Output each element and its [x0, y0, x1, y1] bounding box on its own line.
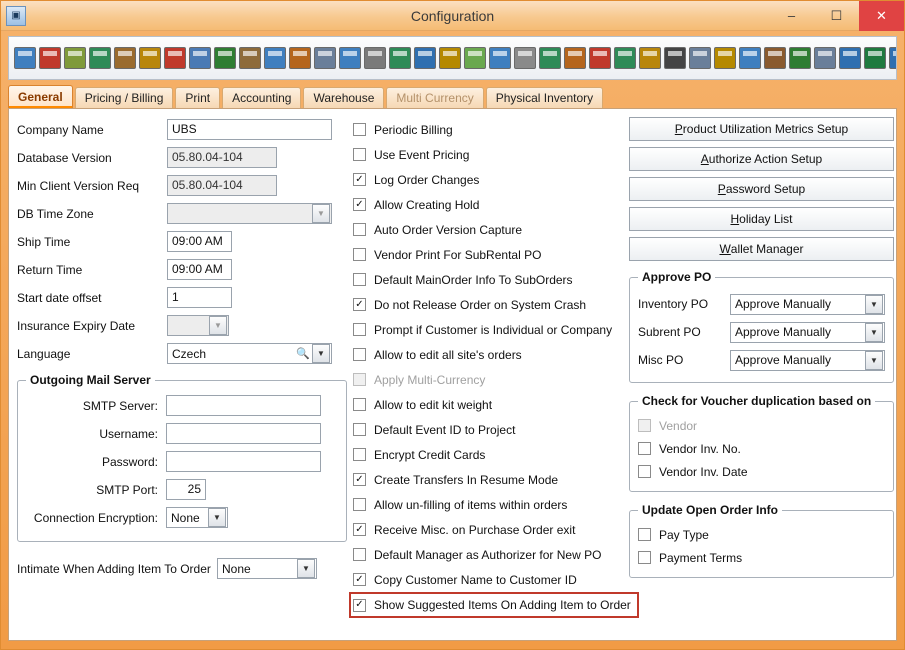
excel-icon: [864, 47, 886, 69]
update-open-order-legend: Update Open Order Info: [638, 503, 782, 517]
input-smtp-port[interactable]: 25: [166, 479, 206, 500]
search-doc-icon: [439, 47, 461, 69]
input-username[interactable]: [166, 423, 321, 444]
toolbar-button-grid-icon[interactable]: [188, 41, 212, 75]
edit-icon: [114, 47, 136, 69]
checkbox-label: Show Suggested Items On Adding Item to Order: [374, 598, 631, 612]
checkbox-box-icon: [353, 548, 366, 561]
combo-subrent-po[interactable]: [730, 322, 885, 343]
tab-strip: [8, 86, 897, 108]
combo-db-time-zone[interactable]: [167, 203, 332, 224]
checkbox-label: Allow to edit kit weight: [374, 397, 493, 412]
checkbox-label: Log Order Changes: [374, 172, 480, 187]
intimate-when-adding-item-row: [17, 556, 347, 581]
ledger-icon: [264, 47, 286, 69]
notes-icon: [714, 47, 736, 69]
checkbox-apply-multi-currency: [353, 367, 643, 392]
calendar-31-icon: [214, 47, 236, 69]
help-icon: [889, 47, 897, 69]
field-row-return-time: [17, 257, 347, 282]
checkbox-create-transfers-in-resume-mode[interactable]: [353, 467, 643, 492]
minimize-button[interactable]: –: [787, 8, 796, 23]
checkbox-default-event-id-to-project[interactable]: [353, 417, 643, 442]
combo-value-subrent-po: Approve Manually: [735, 325, 832, 339]
approve-row-misc-po: [638, 346, 885, 374]
input-ship-time[interactable]: 09:00 AM: [167, 231, 232, 252]
checkbox-box-icon: [353, 498, 366, 511]
checkbox-box-icon: ✓: [353, 173, 366, 186]
window-title: Configuration: [410, 7, 495, 24]
tab-physical-inventory[interactable]: Physical Inventory: [486, 87, 603, 108]
input-smtp-server[interactable]: [166, 395, 321, 416]
label-subrent-po: Subrent PO: [638, 325, 701, 339]
input-database-version: 05.80.04-104: [167, 147, 277, 168]
toolbar-button-report-edit-icon[interactable]: [563, 41, 587, 75]
label-return-time: Return Time: [17, 262, 83, 277]
checkbox-box-icon: [638, 442, 651, 455]
field-row-start-date-offset: [17, 285, 347, 310]
gear-settings-icon: [814, 47, 836, 69]
voucher-duplication-group: [629, 394, 894, 492]
combo-connection-encryption[interactable]: [166, 507, 228, 528]
left-column: [17, 117, 347, 584]
checkbox-box-icon: [353, 248, 366, 261]
checkbox-auto-order-version-capture[interactable]: [353, 217, 643, 242]
label-smtp-port: SMTP Port:: [96, 482, 158, 497]
field-row-insurance-expiry-date: [17, 313, 347, 338]
toolbar-button-calendar-31-icon[interactable]: [213, 41, 237, 75]
label-company-name: Company Name: [17, 122, 104, 137]
chevron-down-icon[interactable]: ▼: [865, 323, 883, 342]
checkbox-receive-misc-on-purchase-order-exit[interactable]: [353, 517, 643, 542]
report-edit-icon: [564, 47, 586, 69]
update-open-order-checkbox-pay-type[interactable]: [638, 523, 885, 546]
toolbar-button-edit-icon[interactable]: [113, 41, 137, 75]
grid-icon: [189, 47, 211, 69]
toolbar-button-calendar-book-icon[interactable]: [138, 41, 162, 75]
checkbox-label: Vendor: [659, 418, 698, 433]
app-icon: ▣: [6, 6, 26, 26]
checkbox-label: Default Event ID to Project: [374, 422, 516, 437]
intimate-value: None: [222, 561, 251, 576]
voucher-checkbox-vendor: [638, 414, 885, 437]
delete-icon: [39, 47, 61, 69]
checkbox-box-icon: [353, 398, 366, 411]
combo-insurance-expiry-date[interactable]: [167, 315, 229, 336]
toolbar-button-window-icon[interactable]: [488, 41, 512, 75]
toolbar: [8, 36, 897, 80]
checkbox-label: Encrypt Credit Cards: [374, 447, 486, 462]
person-icon: [739, 47, 761, 69]
label-db-time-zone: DB Time Zone: [17, 206, 94, 221]
chevron-down-icon[interactable]: ▼: [297, 559, 315, 578]
chevron-down-icon[interactable]: ▼: [865, 351, 883, 370]
checkbox-default-manager-as-authorizer-for-new-po[interactable]: [353, 542, 643, 567]
tab-pricing-billing[interactable]: Pricing / Billing: [75, 87, 174, 108]
tab-print[interactable]: Print: [175, 87, 220, 108]
calendar-blue-icon: [339, 47, 361, 69]
voucher-checkbox-vendor-inv-no[interactable]: [638, 437, 885, 460]
checkbox-label: Auto Order Version Capture: [374, 222, 523, 237]
toolbar-button-ledger-icon[interactable]: [263, 41, 287, 75]
close-button[interactable]: ✕: [859, 1, 904, 31]
label-misc-po: Misc PO: [638, 353, 684, 367]
toolbar-button-gear-settings-icon[interactable]: [813, 41, 837, 75]
toolbar-button-excel-icon[interactable]: [863, 41, 887, 75]
voucher-checkbox-vendor-inv-date[interactable]: [638, 460, 885, 483]
input-company-name[interactable]: UBS: [167, 119, 332, 140]
toolbar-button-help-icon[interactable]: [888, 41, 897, 75]
button-holiday-list[interactable]: H oliday List: [629, 207, 894, 231]
toolbar-button-cart-icon[interactable]: [588, 41, 612, 75]
toolbar-button-currency-icon[interactable]: [63, 41, 87, 75]
input-password[interactable]: [166, 451, 321, 472]
checkbox-allow-un-filling-of-items-within-orders[interactable]: [353, 492, 643, 517]
export-icon: [839, 47, 861, 69]
checkbox-label: Use Event Pricing: [374, 147, 470, 162]
clipboard-icon: [239, 47, 261, 69]
checkbox-label: Payment Terms: [659, 550, 743, 565]
field-row-db-time-zone: [17, 201, 347, 226]
chevron-down-icon[interactable]: ▼: [312, 344, 330, 363]
checkbox-default-mainorder-info-to-suborders[interactable]: [353, 267, 643, 292]
checkbox-box-icon: [353, 348, 366, 361]
button-wallet-manager[interactable]: W allet Manager: [629, 237, 894, 261]
report-icon: [514, 47, 536, 69]
tab-general[interactable]: General: [8, 85, 73, 108]
checkbox-box-icon: [353, 148, 366, 161]
toolbar-button-document-icon[interactable]: [363, 41, 387, 75]
checkbox-label: Allow to edit all site's orders: [374, 347, 522, 362]
mail-row-connection-encryption: [26, 505, 338, 530]
toolbar-button-truck-icon[interactable]: [763, 41, 787, 75]
mail-row-username: [26, 421, 338, 446]
label-language: Language: [17, 346, 71, 361]
intimate-label: Intimate When Adding Item To Order: [17, 561, 211, 576]
intimate-combo[interactable]: [217, 558, 317, 579]
toolbar-button-money-order-icon[interactable]: [88, 41, 112, 75]
label-database-version: Database Version: [17, 150, 112, 165]
checkbox-box-icon: ✓: [353, 523, 366, 536]
input-min-client-version-req: 05.80.04-104: [167, 175, 277, 196]
barcode-icon: [664, 47, 686, 69]
checkbox-box-icon: ✓: [353, 599, 366, 612]
toolbar-button-export-icon[interactable]: [838, 41, 862, 75]
checkbox-encrypt-credit-cards[interactable]: [353, 442, 643, 467]
middle-column: [353, 117, 643, 618]
checkbox-label: Allow Creating Hold: [374, 197, 480, 212]
checkbox-box-icon: ✓: [353, 573, 366, 586]
truck-icon: [764, 47, 786, 69]
toolbar-button-calendar-blue-icon[interactable]: [338, 41, 362, 75]
checkbox-show-suggested-items-on-adding-item-to-order[interactable]: [349, 592, 639, 618]
toolbar-button-cart-edit-icon[interactable]: [638, 41, 662, 75]
checkbox-allow-to-edit-kit-weight[interactable]: [353, 392, 643, 417]
checkbox-allow-creating-hold[interactable]: [353, 192, 643, 217]
field-row-language: [17, 341, 347, 366]
checkbox-box-icon: ✓: [353, 298, 366, 311]
combo-language[interactable]: [167, 343, 332, 364]
palette-icon: [389, 47, 411, 69]
checkbox-label: Default MainOrder Info To SubOrders: [374, 272, 573, 287]
maximize-button[interactable]: ☐: [830, 7, 843, 23]
outgoing-mail-server-legend: Outgoing Mail Server: [26, 373, 155, 387]
mail-row-smtp-server: [26, 393, 338, 418]
field-row-min-client-version-req: [17, 173, 347, 198]
chevron-down-icon[interactable]: ▼: [209, 316, 227, 335]
label-ship-time: Ship Time: [17, 234, 71, 249]
checkbox-box-icon: [353, 123, 366, 136]
toolbar-button-palette-icon[interactable]: [388, 41, 412, 75]
toolbar-button-calendar-red-icon[interactable]: [163, 41, 187, 75]
toolbar-button-box-icon[interactable]: [288, 41, 312, 75]
toolbar-button-barcode-icon[interactable]: [663, 41, 687, 75]
checkbox-label: Pay Type: [659, 527, 709, 542]
tag-icon: [464, 47, 486, 69]
chevron-down-icon[interactable]: ▼: [865, 295, 883, 314]
checkbox-prompt-if-customer-is-individual-or-company[interactable]: [353, 317, 643, 342]
checkbox-label: Vendor Print For SubRental PO: [374, 247, 542, 262]
checkbox-box-icon: [638, 419, 651, 432]
checkbox-log-order-changes[interactable]: [353, 167, 643, 192]
outgoing-mail-server-group: [17, 373, 347, 542]
globe-icon: [414, 47, 436, 69]
currency-icon: [64, 47, 86, 69]
label-start-date-offset: Start date offset: [17, 290, 102, 305]
right-column: [629, 117, 894, 578]
combo-value-language: Czech: [172, 346, 207, 361]
toolbar-button-clipboard-icon[interactable]: [238, 41, 262, 75]
checkbox-label: Create Transfers In Resume Mode: [374, 472, 559, 487]
checkbox-box-icon: [353, 273, 366, 286]
checkbox-do-not-release-order-on-system-crash[interactable]: [353, 292, 643, 317]
checkbox-label: Apply Multi-Currency: [374, 372, 486, 387]
label-min-client-version-req: Min Client Version Req: [17, 178, 140, 193]
window-icon: [489, 47, 511, 69]
button-product-utilization-metrics-setup[interactable]: P roduct Utilization Metrics Setup: [629, 117, 894, 141]
checkbox-periodic-billing[interactable]: [353, 117, 643, 142]
save-icon: [14, 47, 36, 69]
input-return-time[interactable]: 09:00 AM: [167, 259, 232, 280]
field-row-ship-time: [17, 229, 347, 254]
combo-value-connection-encryption: None: [171, 510, 200, 525]
checkbox-allow-to-edit-all-site-s-orders[interactable]: [353, 342, 643, 367]
toolbar-button-delete-icon[interactable]: [38, 41, 62, 75]
link-icon: [314, 47, 336, 69]
checkbox-label: Periodic Billing: [374, 122, 453, 137]
cart-icon: [589, 47, 611, 69]
chevron-down-icon[interactable]: ▼: [312, 204, 330, 223]
label-username: Username:: [99, 426, 158, 441]
combo-value-misc-po: Approve Manually: [735, 353, 832, 367]
checkbox-box-icon: [638, 528, 651, 541]
checkbox-label: Do not Release Order on System Crash: [374, 297, 587, 312]
label-smtp-server: SMTP Server:: [82, 398, 158, 413]
checkbox-box-icon: [638, 551, 651, 564]
toolbar-button-link-icon[interactable]: [313, 41, 337, 75]
label-connection-encryption: Connection Encryption:: [33, 510, 158, 525]
combo-inventory-po[interactable]: [730, 294, 885, 315]
input-start-date-offset[interactable]: 1: [167, 287, 232, 308]
toolbar-button-person-icon[interactable]: [738, 41, 762, 75]
checkbox-box-icon: [353, 323, 366, 336]
checkbox-label: Vendor Inv. No.: [659, 441, 741, 456]
title-bar: [1, 1, 904, 31]
cart-edit-icon: [639, 47, 661, 69]
checkbox-box-icon: [353, 423, 366, 436]
checkbox-box-icon: ✓: [353, 473, 366, 486]
tab-warehouse[interactable]: Warehouse: [303, 87, 384, 108]
checkbox-label: Copy Customer Name to Customer ID: [374, 572, 577, 587]
gear-icon: [689, 47, 711, 69]
checkbox-box-icon: [353, 223, 366, 236]
checkbox-label: Allow un-filling of items within orders: [374, 497, 568, 512]
mail-row-smtp-port: [26, 477, 338, 502]
checkbox-label: Receive Misc. on Purchase Order exit: [374, 522, 576, 537]
chevron-down-icon[interactable]: ▼: [208, 508, 226, 527]
button-password-setup[interactable]: P assword Setup: [629, 177, 894, 201]
box-icon: [289, 47, 311, 69]
checkbox-vendor-print-for-subrental-po[interactable]: [353, 242, 643, 267]
update-open-order-group: [629, 503, 894, 578]
calendar-red-icon: [164, 47, 186, 69]
approve-po-legend: Approve PO: [638, 270, 715, 284]
approve-po-group: [629, 270, 894, 383]
field-row-company-name: [17, 117, 347, 142]
toolbar-button-tag-icon[interactable]: [463, 41, 487, 75]
general-tab-panel: [8, 108, 897, 641]
checkbox-label: Default Manager as Authorizer for New PO: [374, 547, 602, 562]
approve-row-inventory-po: [638, 290, 885, 318]
checkbox-copy-customer-name-to-customer-id[interactable]: [353, 567, 643, 592]
toolbar-button-cart-add-icon[interactable]: [613, 41, 637, 75]
cart-add-icon: [614, 47, 636, 69]
checkbox-use-event-pricing[interactable]: [353, 142, 643, 167]
checkbox-box-icon: ✓: [353, 198, 366, 211]
checkbox-box-icon: [353, 448, 366, 461]
mail-row-password: [26, 449, 338, 474]
checkbox-label: Vendor Inv. Date: [659, 464, 748, 479]
toolbar-button-notes-icon[interactable]: [713, 41, 737, 75]
approve-row-subrent-po: [638, 318, 885, 346]
checkbox-box-icon: [353, 373, 366, 386]
label-inventory-po: Inventory PO: [638, 297, 709, 311]
toolbar-button-globe-icon[interactable]: [413, 41, 437, 75]
money-order-icon: [89, 47, 111, 69]
label-password: Password:: [101, 454, 158, 469]
update-open-order-checkbox-payment-terms[interactable]: [638, 546, 885, 569]
toolbar-button-search-doc-icon[interactable]: [438, 41, 462, 75]
toolbar-button-gear-icon[interactable]: [688, 41, 712, 75]
label-insurance-expiry-date: Insurance Expiry Date: [17, 318, 136, 333]
toolbar-button-building-icon[interactable]: [788, 41, 812, 75]
tab-multi-currency: Multi Currency: [386, 87, 483, 108]
toolbar-button-report-icon[interactable]: [513, 41, 537, 75]
button-authorize-action-setup[interactable]: A uthorize Action Setup: [629, 147, 894, 171]
field-row-database-version: [17, 145, 347, 170]
building-icon: [789, 47, 811, 69]
checkbox-box-icon: [638, 465, 651, 478]
combo-value-inventory-po: Approve Manually: [735, 297, 832, 311]
checkbox-label: Prompt if Customer is Individual or Company: [374, 322, 613, 337]
window-controls: [769, 1, 904, 31]
report-add-icon: [539, 47, 561, 69]
tab-accounting[interactable]: Accounting: [222, 87, 301, 108]
toolbar-button-save-icon[interactable]: [13, 41, 37, 75]
voucher-duplication-legend: Check for Voucher duplication based on: [638, 394, 875, 408]
calendar-book-icon: [139, 47, 161, 69]
toolbar-button-report-add-icon[interactable]: [538, 41, 562, 75]
combo-misc-po[interactable]: [730, 350, 885, 371]
document-icon: [364, 47, 386, 69]
search-icon[interactable]: 🔍: [296, 348, 310, 360]
